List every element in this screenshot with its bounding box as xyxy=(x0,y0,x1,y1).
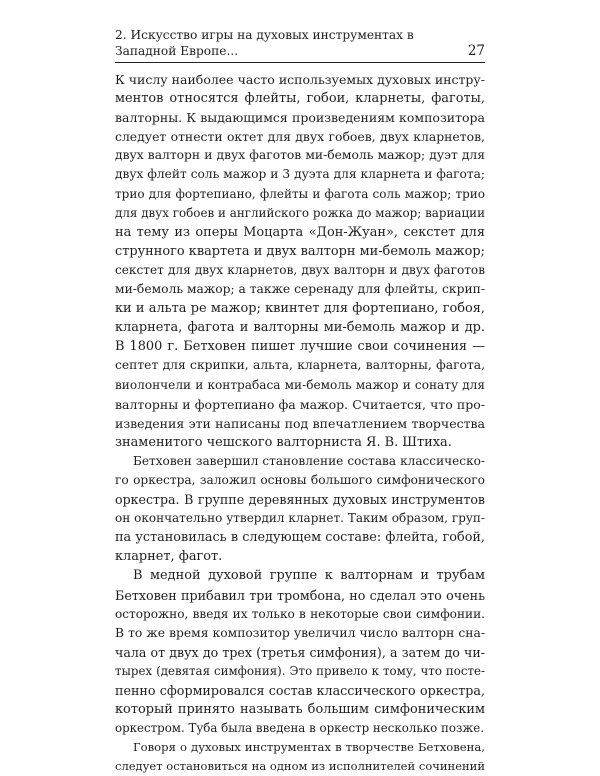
page-body xyxy=(115,70,485,776)
text-line: К числу наиболее часто используемых духовых инстру- xyxy=(115,72,485,87)
paragraph-1 xyxy=(115,70,485,452)
text-line: Говоря о духовых инструментах в творчестве Бетховена, xyxy=(133,740,485,755)
text-line: виолончели и контрабаса ми-бемоль мажор и сонату для xyxy=(115,377,485,392)
text-line: следует остановиться на одном из исполнителей сочинений xyxy=(115,759,485,774)
text-line: секстет для двух кларнетов, двух валторн и двух фаготов xyxy=(115,262,485,277)
text-line: го оркестра, заложил основы большого симфонического xyxy=(115,472,485,487)
text-line: ментов относятся флейты, гобои, кларнеты, фаготы, xyxy=(115,91,485,107)
page-number: 27 xyxy=(467,43,485,59)
text-line: па установилась в следующем составе: флейта, гобой, xyxy=(115,530,485,546)
text-line: знаменитого чешского валторниста Я. В. Штиха. xyxy=(115,434,452,450)
text-line: тырех (девятая симфония). Это привело к тому, что посте- xyxy=(115,663,485,678)
text-line: валторны. К выдающимся произведениям композитора xyxy=(115,110,485,126)
text-line: кларнета, фагота и валторны ми-бемоль мажор и др. xyxy=(115,320,485,336)
text-line: который принято называть большим симфоническим xyxy=(115,702,485,718)
paragraph-3 xyxy=(115,566,485,738)
text-line: изведения эти написаны под впечатлением творчества xyxy=(115,415,485,431)
text-line: для двух гобоев и английского рожка до мажор; вариации xyxy=(115,205,485,220)
text-line: оркестра. В группе деревянных духовых инструментов xyxy=(115,492,485,508)
text-line: В то же время композитор увеличил число валторн сна- xyxy=(115,625,485,640)
text-line: он окончательно утвердил кларнет. Таким образом, груп- xyxy=(115,511,485,526)
text-line: следует отнести октет для двух гобоев, двух кларнетов, xyxy=(115,129,485,145)
text-line: пенно сформировался состав классического оркестра, xyxy=(115,683,485,698)
text-line: В 1800 г. Бетховен пишет лучшие свои сочинения — xyxy=(115,339,485,355)
text-line: валторны и фортепиано фа мажор. Считается, что про- xyxy=(115,396,485,412)
paragraph-4 xyxy=(115,738,485,776)
paragraph-2 xyxy=(115,452,485,567)
text-line: Бетховен прибавил три тромбона, но сделал это очень xyxy=(115,587,485,603)
text-line: трио для фортепиано, флейты и фагота соль мажор; трио xyxy=(115,186,485,201)
text-line: струнного квартета и двух валторн ми-бемоль мажор; xyxy=(115,243,485,259)
text-line: В медной духовой группе к валторнам и трубам xyxy=(133,568,485,584)
text-line: ки и альта ре мажор; квинтет для фортепиано, гобоя, xyxy=(115,301,485,317)
running-header xyxy=(115,28,485,63)
text-line: двух валторн и двух фаготов ми-бемоль мажор; дуэт для xyxy=(115,148,485,163)
text-line: Бетховен завершил становление состава классическо- xyxy=(133,453,485,468)
text-line: оркестром. Туба была введена в оркестр несколько позже. xyxy=(115,721,484,736)
text-line: септет для скрипки, альта, кларнета, валторны, фагота, xyxy=(115,358,485,373)
text-line: двух флейт соль мажор и 3 дуэта для кларнета и фагота; xyxy=(115,167,485,182)
text-line: осторожно, введя их только в некоторые свои симфонии. xyxy=(115,606,485,621)
text-line: кларнет, фагот. xyxy=(115,549,223,565)
running-title: 2. Искусство игры на духовых инструментах в Западной Европе... xyxy=(115,28,414,58)
text-line: чала от двух до трех (третья симфония), а затем до чи- xyxy=(115,644,485,660)
text-line: на тему из оперы Моцарта «Дон-Жуан», секстет для xyxy=(115,224,485,240)
text-line: ми-бемоль мажор; а также серенаду для флейты, скрип- xyxy=(115,282,485,297)
